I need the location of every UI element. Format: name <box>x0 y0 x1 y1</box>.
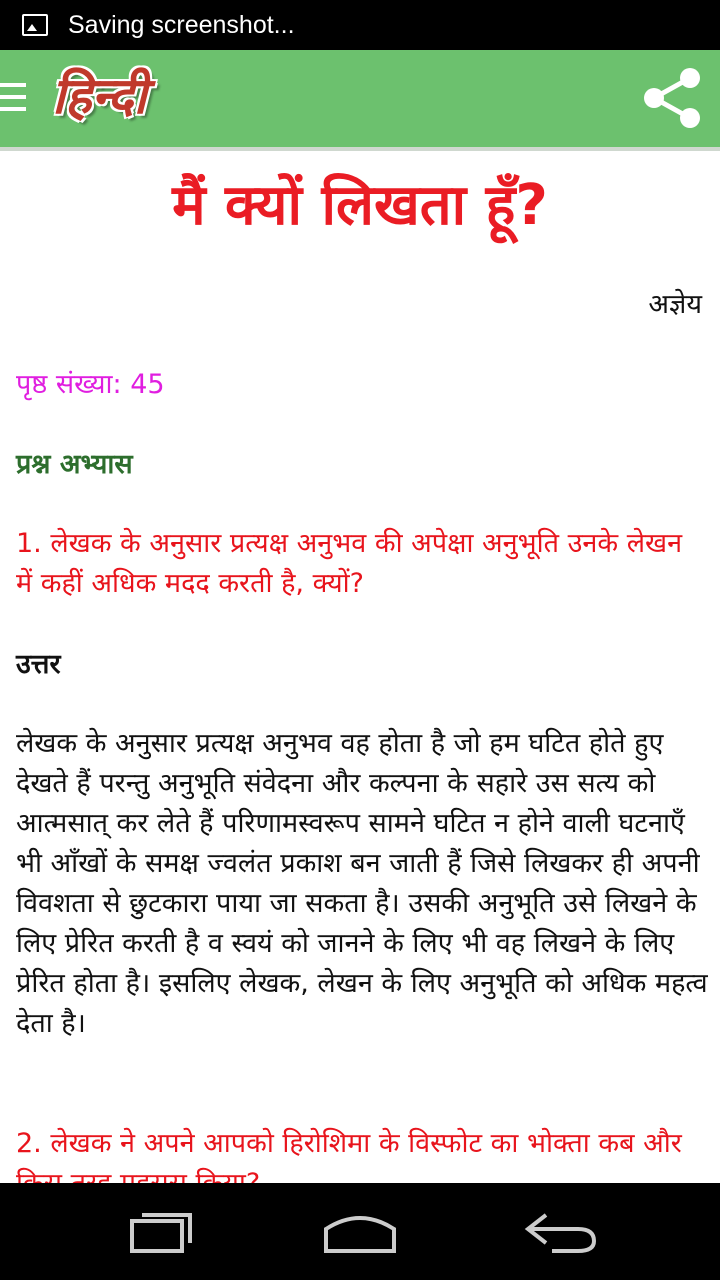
status-bar <box>0 0 720 50</box>
app-logo: हिन्दी <box>52 66 147 125</box>
question-1: 1. लेखक के अनुसार प्रत्यक्ष अनुभव की अपेक्षा अनुभूति उनके लेखन में कहीं अधिक मदद करती है, क्यों? <box>16 528 683 599</box>
home-icon[interactable] <box>322 1205 398 1257</box>
author-name: अज्ञेय <box>648 289 702 320</box>
article-title: मैं क्यों लिखता हूँ? <box>172 173 548 238</box>
question-2: 2. लेखक ने अपने आपको हिरोशिमा के विस्फोट का भोक्ता कब और <box>16 1128 682 1159</box>
article-content[interactable] <box>0 152 720 1183</box>
image-icon <box>22 14 48 36</box>
hamburger-icon[interactable] <box>0 83 26 115</box>
app-bar-divider <box>0 147 720 151</box>
answer-1: लेखक के अनुसार प्रत्यक्ष अनुभव वह होता है जो हम घटित होते हुए देखते हैं परन्तु अनुभूति संवेदना और कल्पना के सहारे उस सत्य को आत्मसात् कर लेते हैं परिणामस्वरूप सामने घटित न होने वाली घटनाएँ भी आँखों के समक्ष ज्वलंत प्रकाश बन जाती हैं जिसे लिखकर ही अपनी विवशता से छुटकारा पाया जा सकता है। उसकी अनुभूति उसे लिखने के लिए प्रेरित करती है व स्वयं को जानने के लिए भी वह लिखने के लिए प्रेरित होता है। इसलिए लेखक, लेखन के लिए अनुभूति को अधिक महत्व देता है। <box>16 728 708 1039</box>
page-number: पृष्ठ संख्या: 45 <box>16 369 165 400</box>
answer-label: उत्तर <box>16 649 61 680</box>
navigation-bar <box>0 1183 720 1280</box>
share-icon[interactable] <box>636 62 708 134</box>
status-text: Saving screenshot... <box>68 10 295 39</box>
recent-apps-icon[interactable] <box>128 1205 198 1257</box>
section-heading: प्रश्न अभ्यास <box>16 449 133 480</box>
back-icon[interactable] <box>522 1205 598 1257</box>
app-bar <box>0 50 720 147</box>
